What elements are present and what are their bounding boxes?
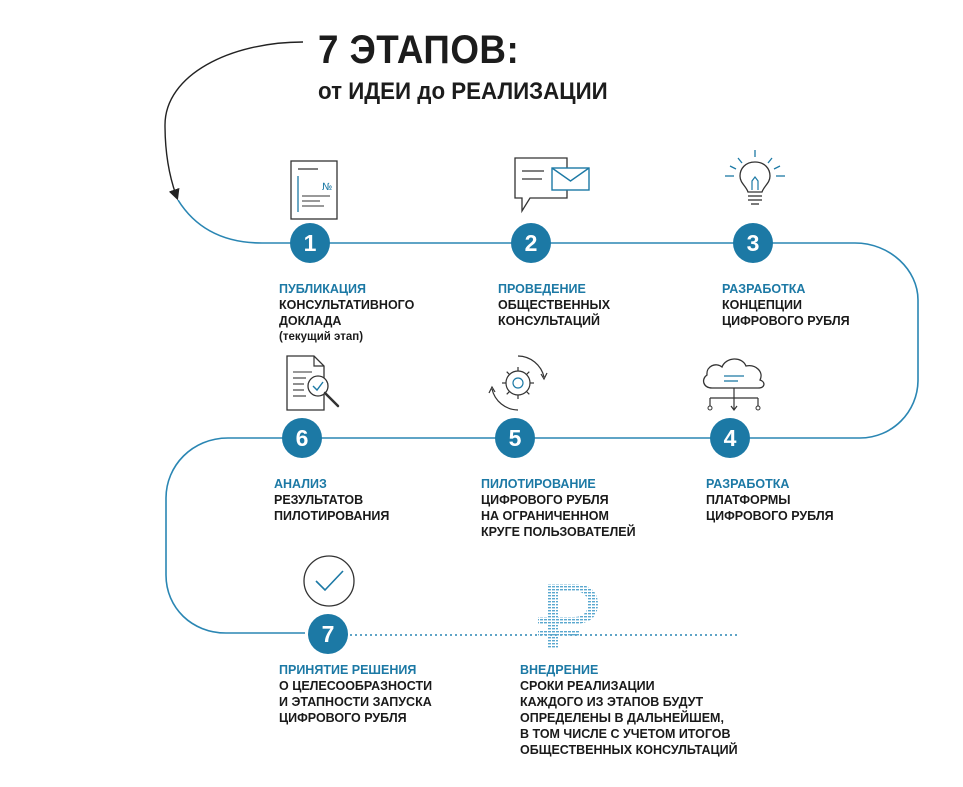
step-5-line-2: НА ОГРАНИЧЕННОМ — [481, 509, 609, 523]
step-1-line-1: КОНСУЛЬТАТИВНОГО — [279, 298, 415, 312]
step-6-heading: АНАЛИЗ — [274, 477, 327, 491]
step-1-note: (текущий этап) — [279, 331, 364, 343]
svg-text:№: № — [322, 182, 333, 193]
step-3-line-2: ЦИФРОВОГО РУБЛЯ — [722, 314, 850, 328]
step-6-caption — [274, 476, 389, 524]
lightbulb-icon — [720, 148, 790, 210]
final-line-2: КАЖДОГО ИЗ ЭТАПОВ БУДУТ — [520, 695, 704, 709]
step-5-heading: ПИЛОТИРОВАНИЕ — [481, 477, 596, 491]
step-7-line-2: И ЭТАПНОСТИ ЗАПУСКА — [279, 695, 432, 709]
final-caption — [520, 662, 738, 758]
step-6-line-1: РЕЗУЛЬТАТОВ — [274, 493, 364, 507]
page-subtitle: от ИДЕИ до РЕАЛИЗАЦИИ — [318, 78, 608, 105]
step-4-line-1: ПЛАТФОРМЫ — [706, 493, 791, 507]
step-6-line-2: ПИЛОТИРОВАНИЯ — [274, 509, 390, 523]
step-3-caption — [722, 281, 850, 329]
step-7-number: 7 — [308, 614, 348, 654]
step-3-line-1: КОНЦЕПЦИИ — [722, 298, 802, 312]
step-1-line-2: ДОКЛАДА — [279, 314, 342, 328]
step-1-caption — [279, 281, 414, 345]
step-5-caption — [481, 476, 636, 540]
step-2-caption — [498, 281, 610, 329]
final-line-5: ОБЩЕСТВЕННЫХ КОНСУЛЬТАЦИЙ — [520, 743, 738, 757]
step-5-line-1: ЦИФРОВОГО РУБЛЯ — [481, 493, 609, 507]
step-2-line-1: ОБЩЕСТВЕННЫХ — [498, 298, 611, 312]
document-magnifier-icon — [284, 354, 346, 414]
step-7-caption — [279, 662, 432, 726]
ruble-sign-icon — [532, 580, 604, 650]
step-7-heading: ПРИНЯТИЕ РЕШЕНИЯ — [279, 663, 417, 677]
step-3-heading: РАЗРАБОТКА — [722, 282, 806, 296]
step-1-heading: ПУБЛИКАЦИЯ — [279, 282, 366, 296]
final-line-4: В ТОМ ЧИСЛЕ С УЧЕТОМ ИТОГОВ — [520, 727, 731, 741]
intro-arrow — [165, 42, 303, 195]
step-7-line-1: О ЦЕЛЕСООБРАЗНОСТИ — [279, 679, 433, 693]
step-4-number: 4 — [710, 418, 750, 458]
final-line-1: СРОКИ РЕАЛИЗАЦИИ — [520, 679, 655, 693]
step-2-line-2: КОНСУЛЬТАЦИЙ — [498, 314, 601, 328]
step-2-number: 2 — [511, 223, 551, 263]
document-icon — [290, 160, 340, 220]
step-7-line-3: ЦИФРОВОГО РУБЛЯ — [279, 711, 407, 725]
cloud-network-icon — [696, 352, 772, 414]
step-4-caption — [706, 476, 834, 524]
step-1-number: 1 — [290, 223, 330, 263]
message-envelope-icon — [512, 156, 592, 216]
step-6-number: 6 — [282, 418, 322, 458]
final-heading: ВНЕДРЕНИЕ — [520, 663, 599, 677]
step-4-line-2: ЦИФРОВОГО РУБЛЯ — [706, 509, 834, 523]
step-5-number: 5 — [495, 418, 535, 458]
checkmark-circle-icon — [302, 554, 356, 608]
step-2-heading: ПРОВЕДЕНИЕ — [498, 282, 586, 296]
gear-cycle-icon — [487, 352, 549, 414]
final-line-3: ОПРЕДЕЛЕНЫ В ДАЛЬНЕЙШЕМ, — [520, 711, 724, 725]
step-4-heading: РАЗРАБОТКА — [706, 477, 790, 491]
step-5-line-3: КРУГЕ ПОЛЬЗОВАТЕЛЕЙ — [481, 525, 636, 539]
page-title: 7 ЭТАПОВ: — [318, 28, 520, 72]
step-3-number: 3 — [733, 223, 773, 263]
